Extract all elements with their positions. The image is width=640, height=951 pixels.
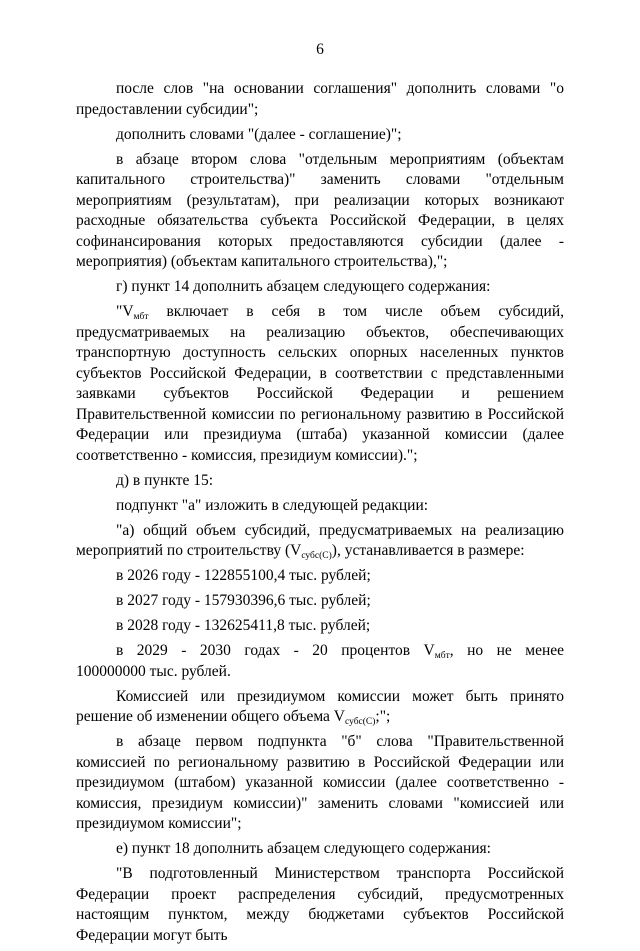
text-line: ;"; (375, 708, 391, 725)
paragraph-15 (76, 839, 564, 860)
text-line: Комиссией или президиумом комиссии может быть принято решение (76, 687, 564, 725)
text-line: комиссии"; (168, 815, 242, 832)
text-line: в 2026 году - 122855100,4 тыс. рублей; (116, 567, 371, 584)
paragraph-5 (76, 302, 564, 466)
text-line: пунктом, между бюджетами субъектов Российской Федерации могут быть (76, 906, 565, 944)
paragraph-1 (76, 79, 564, 120)
text-line: 100000000 тыс. рублей. (76, 662, 231, 680)
text-line: Правительственной комиссии по региональному развитию (76, 405, 470, 423)
text-line: включает в себя в том числе объем субсидий, (148, 303, 564, 320)
text-line: дополнить словами "(далее - соглашение)"; (116, 125, 402, 143)
text-line: расходные обязательства субъекта Российской Федерации, в целях (76, 212, 564, 229)
text-line: мероприятий по строительству (V (76, 542, 302, 559)
text-line: е) пункт 18 дополнить абзацем следующего содержания: (116, 840, 491, 857)
text-line: предусматриваемых на реализацию объектов, обеспечивающих (76, 323, 564, 341)
text-line: (далее соответственно - комиссия, президиум комиссии)."; (76, 426, 564, 464)
paragraph-16 (76, 864, 564, 946)
text-line: капитального строительства)" заменить словами "отдельным (76, 171, 564, 188)
paragraph-2 (76, 125, 564, 146)
paragraph-8 (76, 521, 564, 562)
text-line: г) пункт 14 дополнить абзацем следующего содержания: (116, 278, 491, 295)
text-line: в 2028 году - 132625411,8 тыс. рублей; (116, 617, 371, 634)
text-line: "а) общий объем субсидий, предусматриваемых на реализацию (116, 521, 564, 539)
paragraph-10 (76, 591, 564, 612)
subscript: мбт (133, 312, 149, 322)
subscript: мбт (434, 651, 450, 661)
paragraph-12-line-2 (76, 662, 564, 683)
paragraph-11 (76, 616, 564, 637)
paragraph-14 (76, 732, 564, 835)
text-line: в 2029 - 2030 годах - 20 процентов V (116, 642, 435, 659)
text-line: подпункт "а" изложить в следующей редакции: (116, 496, 429, 514)
text-line: в Российской Федерации или президиума (штаба) указанной комиссии (76, 405, 564, 443)
subscript: субс(С) (344, 717, 376, 727)
text-line: президиум комиссии)" заменить словами "комиссией или президиумом (76, 794, 565, 832)
text-line: мероприятиям (результатам), при реализации которых возникают (76, 191, 564, 209)
text-line: в абзаце втором слова "отдельным мероприятиям (объектам (116, 150, 564, 168)
paragraph-6 (76, 471, 564, 492)
text-line: (штабом) указанной комиссии (далее соответственно - комиссия, (76, 774, 564, 812)
text-line: транспортную доступность сельских опорных населенных пунктов (76, 344, 564, 361)
text-line: "V (116, 303, 134, 320)
subscript: субс(С) (301, 551, 332, 561)
text-line: д) в пункте 15: (116, 471, 214, 489)
text-line: об изменении общего объема V (136, 708, 345, 725)
page-number: 6 (316, 41, 324, 58)
text-line: "о предоставлении субсидии"; (76, 80, 564, 118)
paragraph-4 (76, 277, 564, 298)
text-line: "В подготовленный Министерством транспорта Российской (116, 865, 564, 882)
text-line: , но не менее (449, 642, 565, 659)
paragraph-12-line-1 (76, 641, 564, 662)
text-line: софинансирования которых предоставляются субсидии (далее - (76, 232, 564, 250)
text-line: после слов "на основании соглашения" дополнить словами (116, 80, 541, 97)
text-line: субъектов Российской Федерации, в соответствии с представленными (76, 364, 564, 382)
text-line: заявками субъектов Российской Федерации и решением (76, 385, 564, 402)
text-line: мероприятия) (объектам капитального строительства),"; (76, 253, 448, 270)
paragraph-13 (76, 687, 564, 728)
text-line: в абзаце первом подпункта "б" слова "Правительственной комиссией (76, 733, 564, 771)
text-line: в 2027 году - 157930396,6 тыс. рублей; (116, 592, 371, 609)
paragraph-9 (76, 566, 564, 587)
document-body (76, 79, 564, 951)
text-line: ), устанавливается в размере: (331, 542, 525, 559)
text-line: по региональному развитию в Российской Федерации или президиумом (76, 753, 565, 791)
paragraph-3 (76, 150, 564, 273)
text-line: Федерации проект распределения субсидий, предусмотренных настоящим (76, 885, 564, 923)
paragraph-7 (76, 496, 564, 517)
